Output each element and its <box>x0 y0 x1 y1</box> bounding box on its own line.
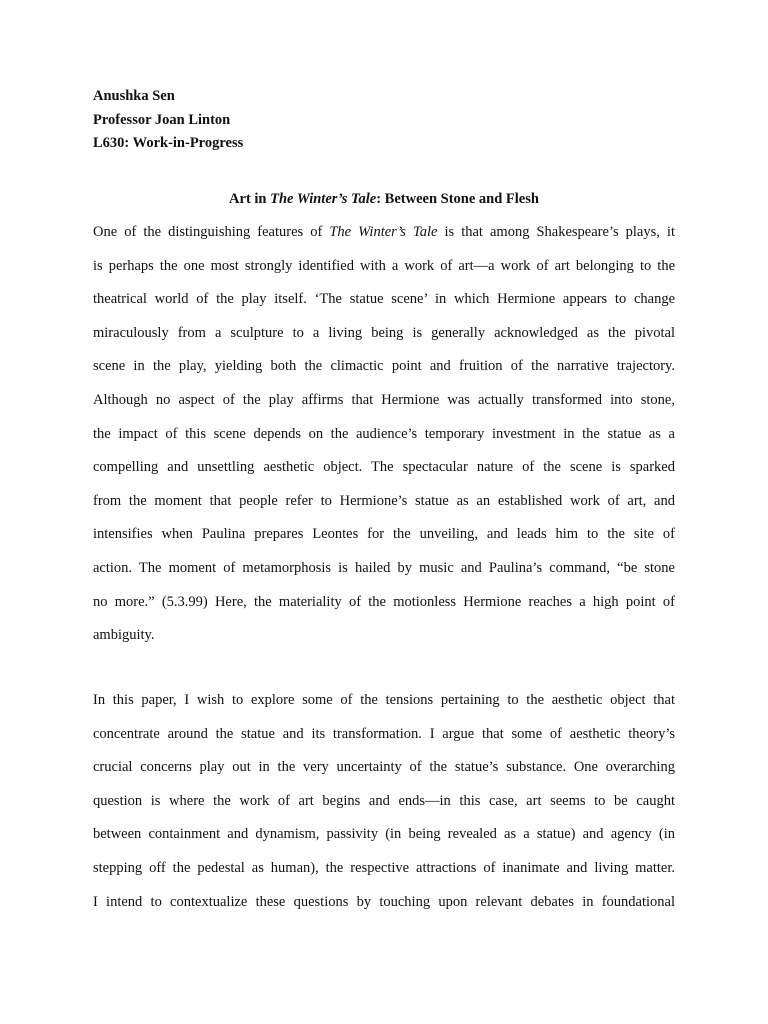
paragraph-1 <box>93 222 675 659</box>
text-line: theatrical world of the play itself. ‘The statue scene’ in which Hermione appears to change <box>93 291 675 308</box>
text-line: question is where the work of art begins and ends—in this case, art seems to be caught <box>93 792 675 809</box>
text-line: between containment and dynamism, passivity (in being revealed as a statue) and agency (in <box>93 826 675 843</box>
text-line: crucial concerns play out in the very uncertainty of the statue’s substance. One overarching <box>93 759 675 776</box>
text-line: In this paper, I wish to explore some of the tensions pertaining to the aesthetic object that <box>93 692 675 708</box>
course-name: L630: Work-in-Progress <box>93 135 244 151</box>
text-line: intensifies when Paulina prepares Leontes for the unveiling, and leads him to the site of <box>93 526 675 543</box>
text-segment: is that among Shakespeare’s plays, it <box>437 224 675 240</box>
text-line: concentrate around the statue and its transformation. I argue that some of aesthetic theory’s <box>93 725 675 742</box>
document-header <box>93 85 683 156</box>
author-name: Anushka Sen <box>93 88 175 104</box>
text-line: no more.” (5.3.99) Here, the materiality of the motionless Hermione reaches a high point of <box>93 593 675 610</box>
title-prefix: Art in <box>229 191 271 207</box>
text-line: scene in the play, yielding both the climactic point and fruition of the narrative trajectory. <box>93 358 675 375</box>
text-line: stepping off the pedestal as human), the respective attractions of inanimate and living matter. <box>93 859 675 876</box>
text-line: compelling and unsettling aesthetic object. The spectacular nature of the scene is sparked <box>93 459 675 476</box>
text-line: I intend to contextualize these questions by touching upon relevant debates in foundational <box>93 893 675 910</box>
text-line: ambiguity. <box>93 627 155 644</box>
title-suffix: : Between Stone and Flesh <box>376 191 539 207</box>
play-title-italic: The Winter’s Tale <box>329 224 438 240</box>
text-line: from the moment that people refer to Hermione’s statue as an established work of art, and <box>93 492 675 509</box>
text-line <box>93 222 675 256</box>
text-line: miraculously from a sculpture to a living being is generally acknowledged as the pivotal <box>93 324 675 341</box>
professor-name: Professor Joan Linton <box>93 111 231 128</box>
text-line: Although no aspect of the play affirms that Hermione was actually transformed into stone, <box>93 391 675 408</box>
text-line: action. The moment of metamorphosis is hailed by music and Paulina’s command, “be stone <box>93 559 675 576</box>
text-line: the impact of this scene depends on the audience’s temporary investment in the statue as a <box>93 425 675 442</box>
title-italic: The Winter’s Tale <box>270 191 377 207</box>
text-segment: One of the distinguishing features of <box>93 224 330 240</box>
paragraph-2 <box>93 690 675 925</box>
text-line: is perhaps the one most strongly identified with a work of art—a work of art belonging to the <box>93 257 675 274</box>
paper-title <box>93 188 675 211</box>
